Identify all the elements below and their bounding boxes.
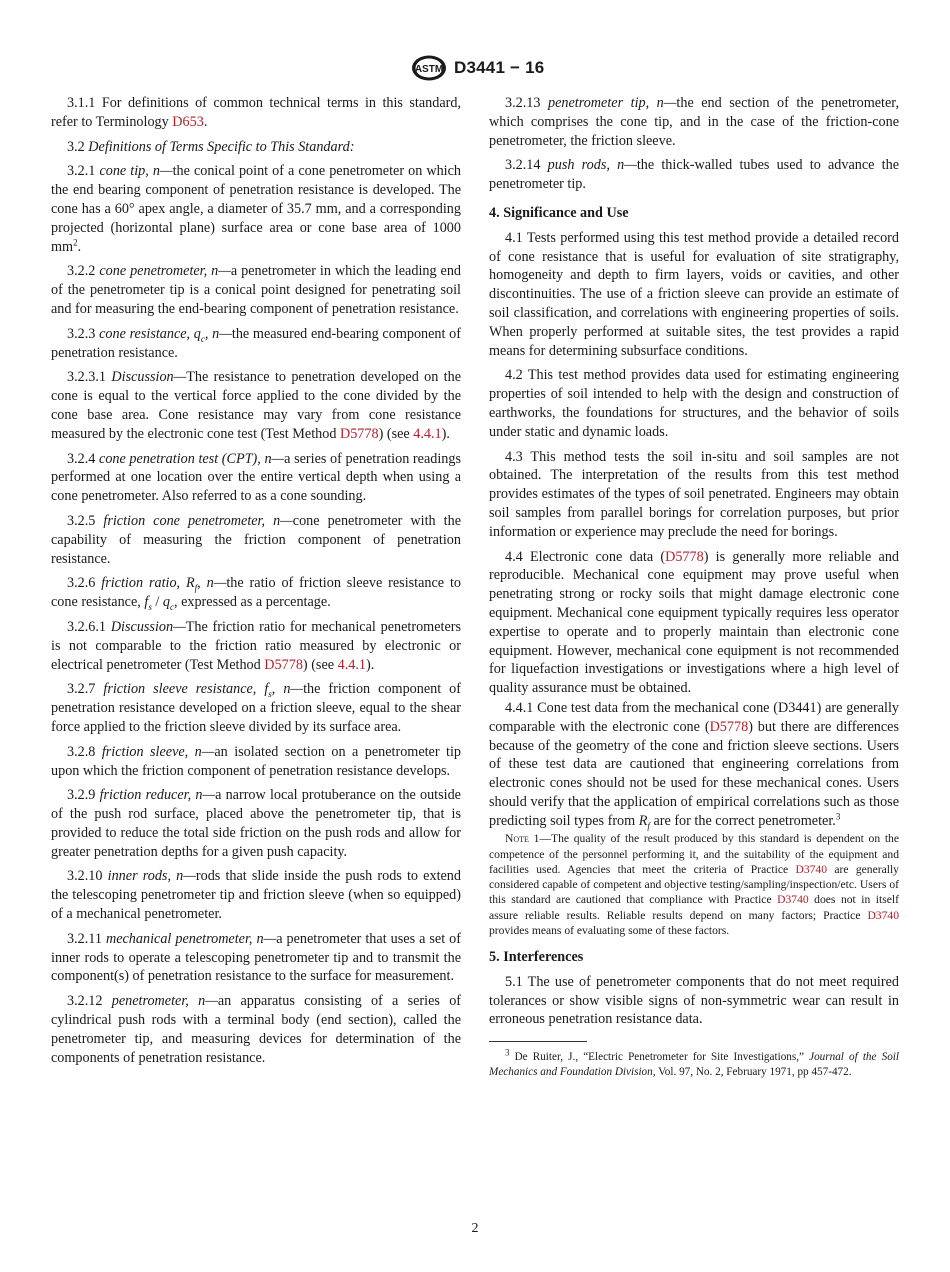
left-column (51, 94, 461, 1073)
link-d3740[interactable]: D3740 (867, 908, 899, 922)
section-heading-4: 4. Significance and Use (489, 204, 629, 221)
para-4-2: 4.2 This test method provides data used for estimating engineering properties of soil intended to help with the design and construction of earthworks, the foundations for structures, and the behavior of soils under static and dynamic loads. (489, 367, 900, 440)
page-header (0, 54, 950, 84)
para-3-2-2: 3.2.2 cone penetrometer, n—a penetrometer in which the leading end of the penetrometer tip is a conical point designed for penetrating soil and for measuring the end-bearing component of penetration resistance. (51, 263, 462, 317)
para-3-2-12: 3.2.12 penetrometer, n—an apparatus consisting of a series of cylindrical push rods with a terminal body (end section), called the penetrometer tip, and measuring devices for determination of the components of penetration resistance. (51, 993, 462, 1066)
page-number: 2 (471, 1221, 479, 1236)
para-3-2: 3.2 Definitions of Terms Specific to This Standard: (67, 138, 355, 155)
link-d5778[interactable]: D5778 (264, 656, 303, 673)
para-3-2-5: 3.2.5 friction cone penetrometer, n—cone penetrometer with the capability of measuring the friction component of penetration resistance. (51, 512, 461, 567)
para-4-3: 4.3 This method tests the soil in-situ and soil samples are not obtained. The interpretation of the results from this test method provides estimates of the types of soil penetrated. Engineers may obtain soil samples from parallel borings for correlation purposes, but prior information or experience may preclude the need for borings. (489, 448, 899, 540)
link-d3740[interactable]: D3740 (795, 862, 828, 876)
footnote-3: $^3$ De Ruiter, J., “Electric Penetrometer for Site Investigations,” Journal of the Soil Mechanics and Foundation Division, Vol. 97, No. 2, February 1971, pp 457-472. (489, 1047, 899, 1079)
footnote-divider (489, 1041, 587, 1042)
link-d5778[interactable]: D5778 (339, 425, 379, 442)
link-d5778[interactable]: D5778 (709, 718, 749, 735)
para-3-2-9: 3.2.9 friction reducer, n—a narrow local protuberance on the outside of the push rod surface, placed above the penetrometer tip, that is provided to reduce the total side friction on the push rods and allow for greater penetration depths for a given push capacity. (51, 787, 461, 860)
section-heading-5: 5. Interferences (489, 948, 584, 965)
document-id: D3441 − 16 (454, 58, 545, 77)
para-3-2-3-1: 3.2.3.1 Discussion—The resistance to penetration developed on the cone is equal to the vertical force applied to the cone divided by the cone base area. Cone resistance may vary from cone resistance measured by the electronic cone test (Test Method D5778) (see 4.4.1). (51, 369, 462, 442)
para-3-2-11: 3.2.11 mechanical penetrometer, n—a penetrometer that uses a set of inner rods to operate a telescoping penetrometer tip and to transmit the component(s) of penetration resistance to the surface for measurement. (51, 930, 462, 985)
link-d3740[interactable]: D3740 (777, 893, 809, 907)
para-4-1: 4.1 Tests performed using this test method provide a detailed record of cone resistance that is useful for evaluation of site stratigraphy, homogeneity and depth to firm layers, voids or cavities, and other discontinuities. The use of a friction sleeve can provide an estimate of soil classification, and correlations with engineering properties of soils. When properly performed at suitable sites, the test provides a rapid means for determining subsurface conditions. (489, 229, 899, 359)
astm-logo-icon (410, 54, 448, 82)
para-4-4: 4.4 Electronic cone data (D5778) is generally more reliable and reproducible. Mechanical cone equipment may prove useful when penetrating strong or rocky soils that might damage electronic cone equipment. Mechanical cone equipment typically requires less operator expertise to operate and to properly maintain than electronic cone equipment. However, mechanical cone equipment is not recommended for liquefaction investigations or investigations where a high level of quality assurance must be obtained. (489, 548, 900, 697)
footnote-ref-3[interactable]: 3 (835, 810, 841, 821)
para-3-2-8: 3.2.8 friction sleeve, n—an isolated section on a penetrometer tip upon which the friction component of penetration resistance develops. (51, 743, 461, 779)
para-3-2-1: 3.2.1 cone tip, n—the conical point of a cone penetrometer on which the end bearing component of penetration resistance is developed. The cone has a 60° apex angle, a diameter of 35.7 mm, and a corresponding projected (horizontal plane) surface area or cone base area of 1000 $mm^2$. (51, 163, 462, 255)
para-3-2-13: 3.2.13 penetrometer tip, n—the end section of the penetrometer, which comprises the cone tip, and in the case of the friction-cone penetrometer, the friction sleeve. (489, 95, 899, 149)
svg-text:ASTM: ASTM (414, 64, 444, 75)
para-3-2-3: 3.2.3 cone resistance, $q_c$, n—the measured end-bearing component of penetration resistance. (51, 325, 461, 361)
link-d653[interactable]: D653 (172, 113, 204, 130)
para-5-1: 5.1 The use of penetrometer components that do not meet required tolerances or show visible signs of non-symmetric wear can result in erroneous penetration resistance data. (489, 973, 899, 1028)
para-3-2-6-1: 3.2.6.1 Discussion—The friction ratio for mechanical penetrometers is not comparable to the friction ratio measured by electronic or electrical penetrometer (Test Method D5778) (see 4.4.1). (51, 618, 461, 673)
right-column (489, 94, 899, 1086)
para-4-4-1: 4.4.1 Cone test data from the mechanical cone (D3441) are generally comparable with the electronic cone (D5778) but there are differences because of the geometry of the cone and friction sleeve sections. Users of these test data are cautioned that engineering correlations from electronic cones should not be used for these mechanical cones. Users should verify that the application of empirical correlations such as those predicting soil types from $R_f$ are for the correct penetrometer.$^3$ (489, 699, 900, 831)
para-3-2-4: 3.2.4 cone penetration test (CPT), n—a series of penetration readings performed at one location over the entire vertical depth when using a cone penetrometer. Also referred to as a cone sounding. (51, 450, 461, 505)
para-3-1-1: 3.1.1 For definitions of common technical terms in this standard, refer to Terminology D653. (51, 95, 461, 130)
note-1: Note 1—The quality of the result produced by this standard is dependent on the competence of the personnel performing it, and the suitability of the equipment and facilities used. Agencies that meet the criteria of Practice D3740 are generally considered capable of competent and objective testing/sampling/inspection/etc. Users of this standard are cautioned that compliance with Practice D3740 does not in itself assure reliable results. Reliable results depend on many factors; Practice D3740 provides means of evaluating some of these factors. (489, 832, 899, 937)
para-3-2-7: 3.2.7 friction sleeve resistance, $f_s$, n—the friction component of penetration resistance developed on a friction sleeve, equal to the shear force applied to the friction sleeve divided by its surface area. (51, 681, 462, 735)
link-d5778[interactable]: D5778 (665, 548, 704, 565)
para-3-2-10: 3.2.10 inner rods, n—rods that slide inside the push rods to extend the telescoping penetrometer tip and friction sleeve (when so equipped) of a mechanical penetrometer. (51, 868, 461, 923)
para-3-2-6: 3.2.6 friction ratio, $R_f$, n—the ratio of friction sleeve resistance to cone resistance, $f_s / q_c$, expressed as a percentage. (51, 575, 462, 612)
link-4-4-1[interactable]: 4.4.1 (413, 425, 442, 442)
link-4-4-1[interactable]: 4.4.1 (337, 656, 366, 673)
para-3-2-14: 3.2.14 push rods, n—the thick-walled tubes used to advance the penetrometer tip. (489, 157, 900, 193)
